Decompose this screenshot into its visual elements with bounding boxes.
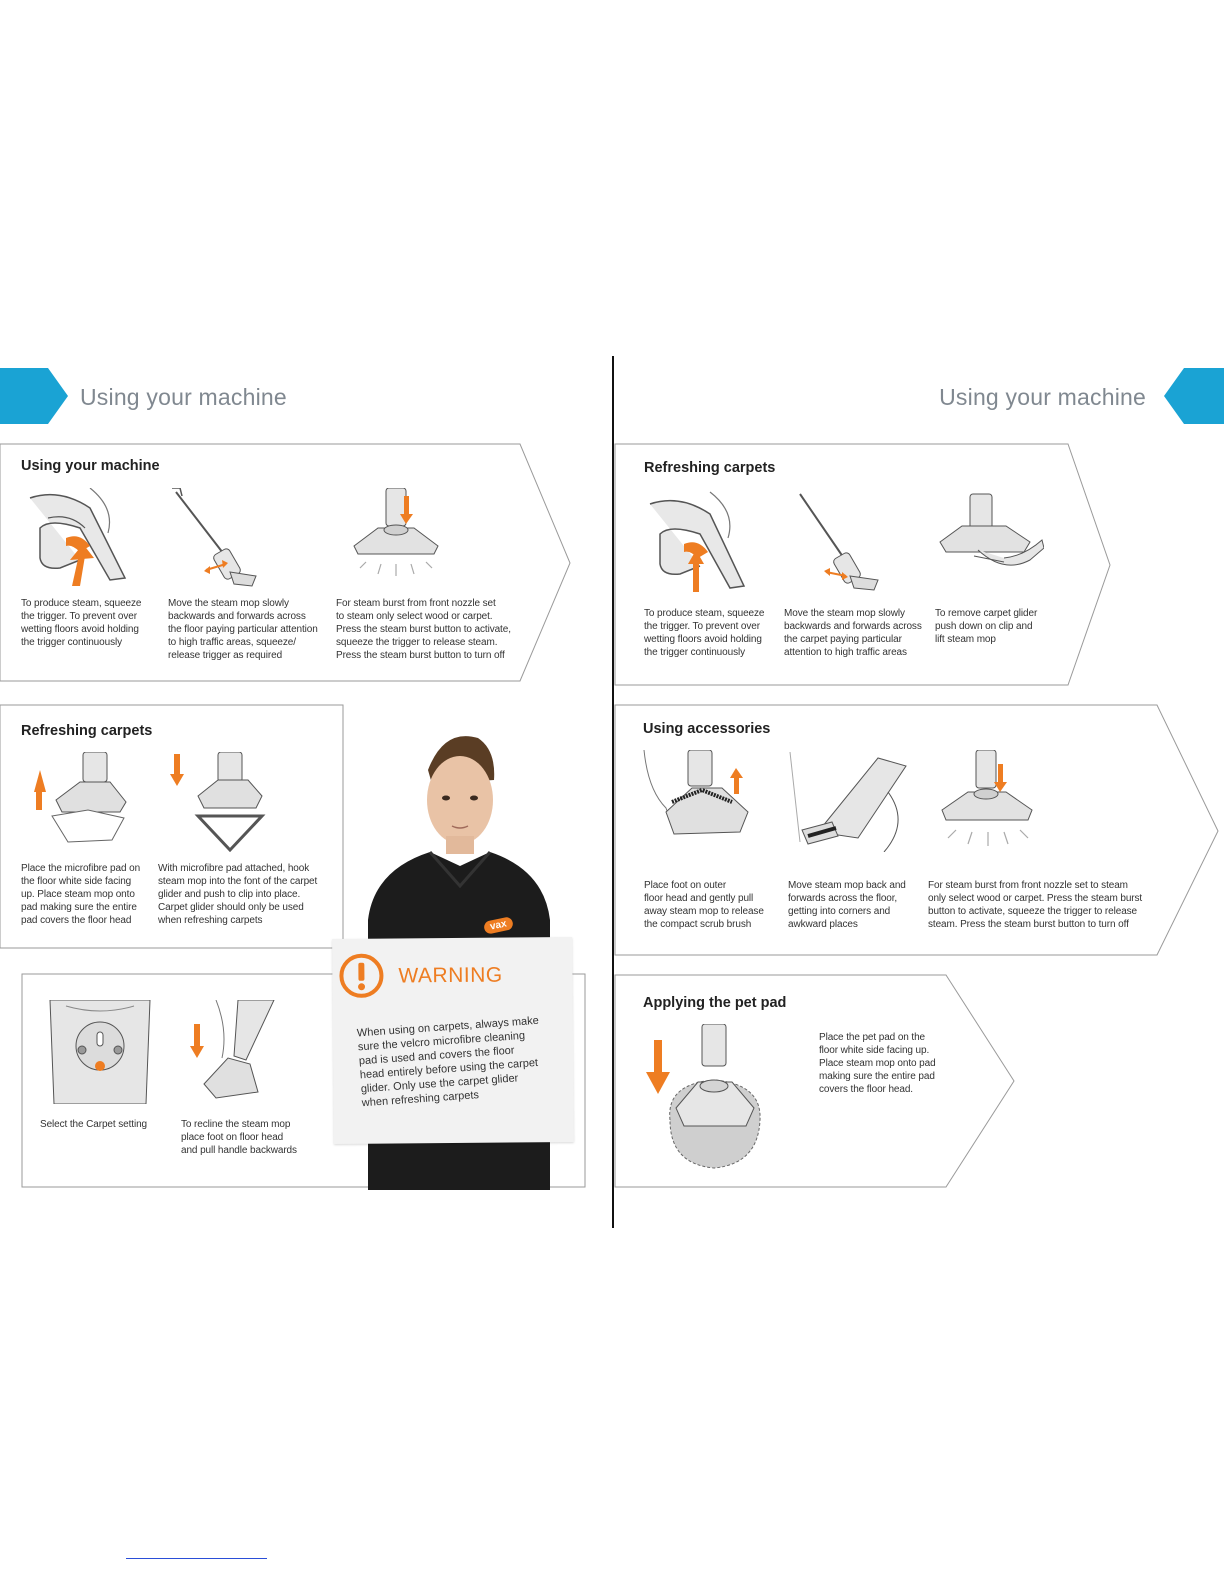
right-page-title: Using your machine [939, 384, 1146, 410]
caption-left-carpets-2: With microfibre pad attached, hook steam mop into the font of the carpet glider and push to clip into place. Carpet glider should only be used when refreshing carpets [158, 863, 318, 926]
left-header-tab [0, 368, 68, 424]
section-title-petpad: Applying the pet pad [643, 995, 787, 1011]
trigger-handle-illustration [20, 488, 135, 588]
caption-right-carpets-2: Move the steam mop slowly backwards and forwards across the carpet paying particular attention to high traffic areas [784, 608, 922, 658]
caption-right-carpets-1: To produce steam, squeeze the trigger. To prevent over wetting floors avoid holding the trigger continuously [644, 608, 765, 658]
shirt-logo: vax [483, 916, 514, 935]
carpet-glider-illustration [168, 752, 268, 852]
caption-setting-1: Select the Carpet setting [40, 1119, 148, 1130]
scrub-corners-illustration [788, 752, 908, 852]
caption-accessories-2: Move steam mop back and forwards across the floor, getting into corners and awkward places [788, 880, 906, 930]
steam-burst-illustration [346, 488, 446, 588]
right-header-tab [1164, 368, 1224, 424]
caption-accessories-3: For steam burst from front nozzle set to steam only select wood or carpet. Press the steam burst button to activate, squeeze the trigger to release steam. Press the steam burst button to turn off [928, 880, 1143, 930]
setting-dial-illustration [46, 1000, 156, 1104]
mop-moving-illustration [168, 488, 263, 592]
section-title-left-carpets: Refreshing carpets [21, 723, 153, 739]
warning-text: When using on carpets, always make sure the velcro microfibre cleaning pad is used and covers the floor head entirely before using the carpet glider. Only use the carpet glider when refreshing carpets [356, 1014, 540, 1110]
caption-right-carpets-3: To remove carpet glider push down on clip and lift steam mop [935, 608, 1038, 645]
microfibre-pad-illustration [28, 752, 128, 852]
section-title-using: Using your machine [21, 458, 160, 474]
warning-sign [332, 937, 574, 1144]
caption-using-3: For steam burst from front nozzle set to steam only select wood or carpet. Press the steam burst button to activate, squeeze the trigger to release steam. Press the steam burst button to turn off [336, 598, 511, 661]
section-title-accessories: Using accessories [643, 721, 771, 737]
release-scrub-brush-illustration [642, 750, 760, 850]
section-title-right-carpets: Refreshing carpets [644, 460, 776, 476]
pet-pad-illustration [646, 1024, 786, 1174]
remove-glider-illustration [934, 490, 1044, 594]
warning-title: WARNING [398, 963, 503, 988]
caption-accessories-1: Place foot on outer floor head and gently pull away steam mop to release the compact scrub brush [644, 880, 764, 930]
warning-icon [338, 953, 384, 999]
caption-setting-2: To recline the steam mop place foot on floor head and pull handle backwards [181, 1119, 297, 1156]
left-page-title: Using your machine [80, 384, 287, 410]
mop-moving-illustration-2 [790, 490, 885, 594]
caption-left-carpets-1: Place the microfibre pad on the floor white side facing up. Place steam mop onto pad making sure the entire pad covers the floor head [21, 863, 141, 926]
steam-burst-illustration-2 [936, 750, 1042, 860]
trigger-handle-illustration-2 [640, 490, 752, 594]
footer-link-line [126, 1558, 267, 1559]
recline-mop-illustration [188, 1000, 288, 1104]
caption-petpad: Place the pet pad on the floor white side facing up. Place steam mop onto pad making sure the entire pad covers the floor head. [819, 1032, 936, 1095]
caption-using-2: Move the steam mop slowly backwards and forwards across the floor paying particular attention to high traffic areas, squeeze/ release trigger as required [168, 598, 318, 661]
caption-using-1: To produce steam, squeeze the trigger. To prevent over wetting floors avoid holding the trigger continuously [21, 598, 142, 648]
